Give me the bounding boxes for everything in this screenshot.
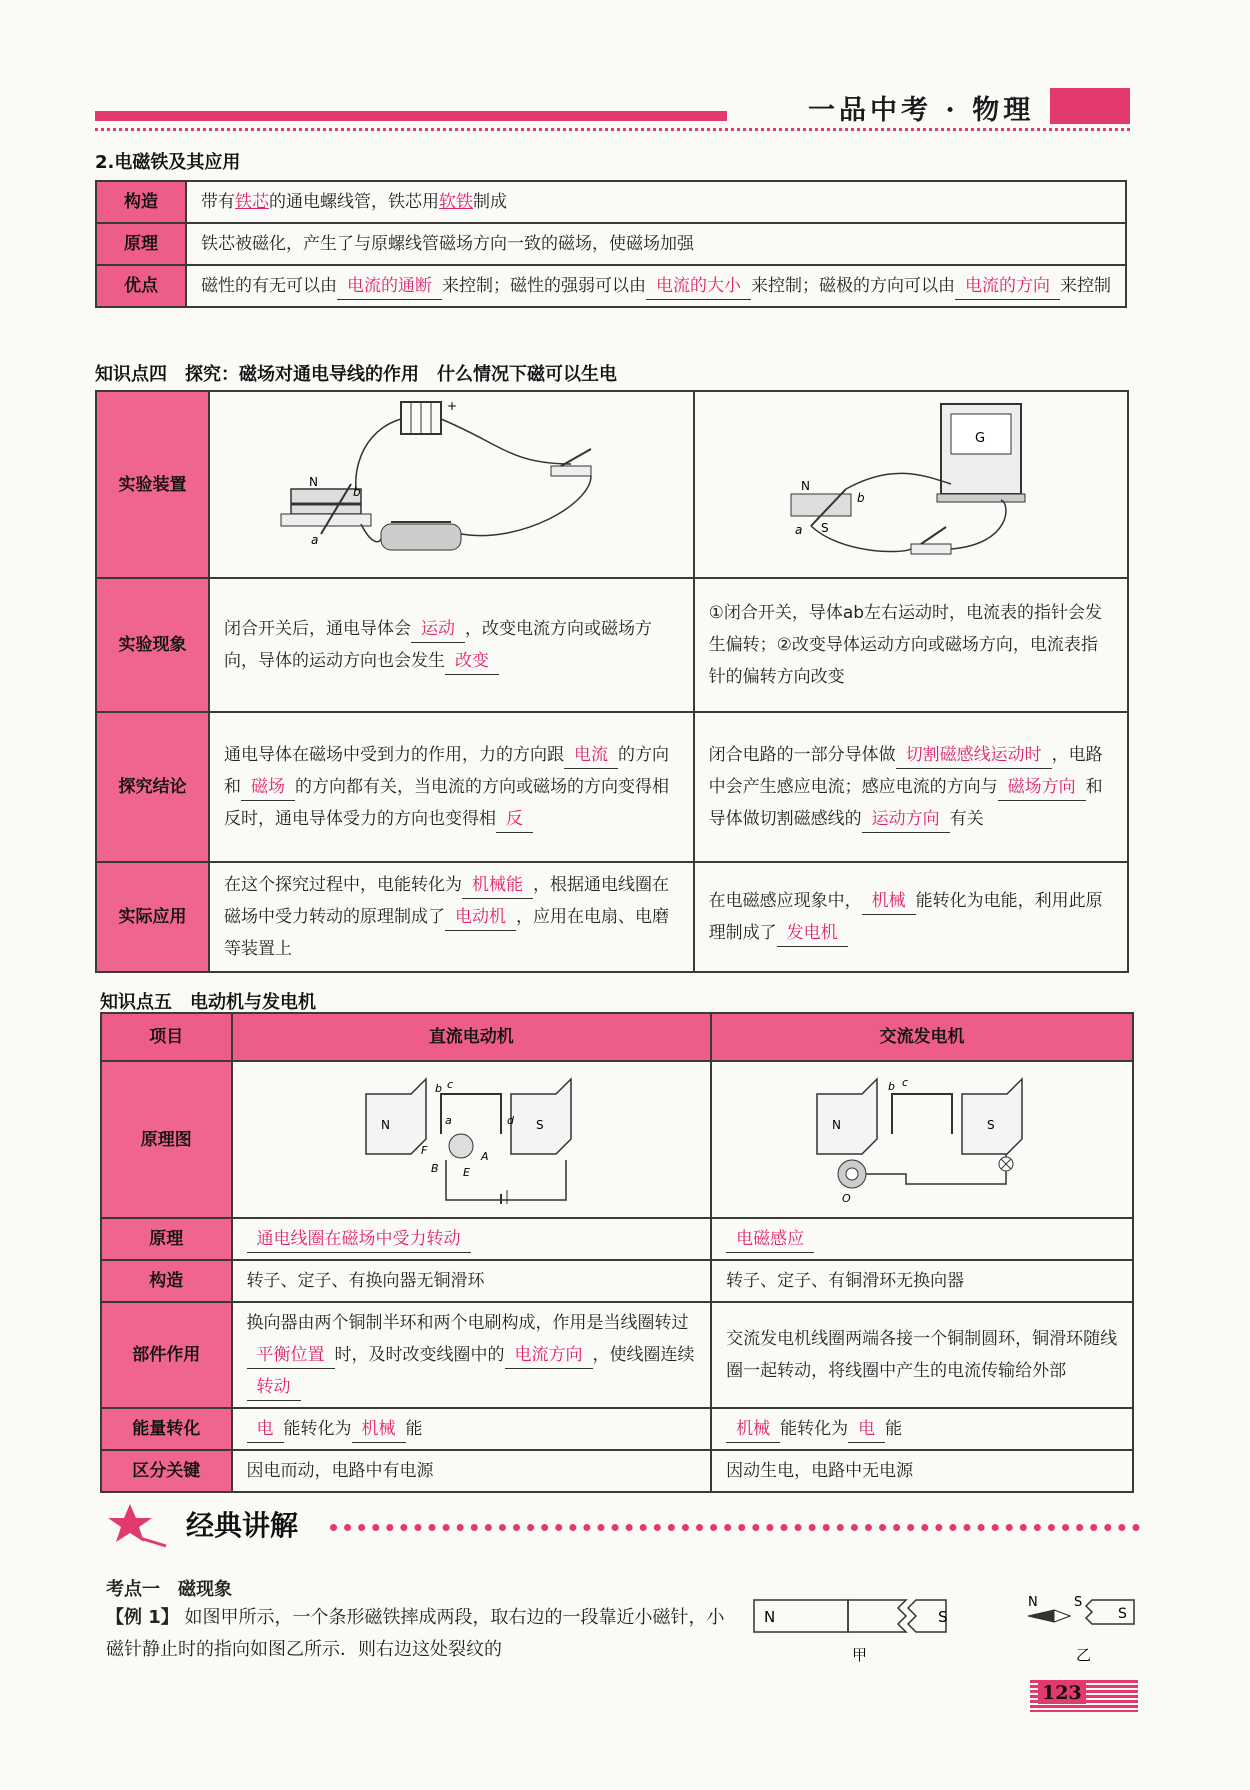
cell-left xyxy=(209,862,694,972)
s-label: S xyxy=(938,1608,948,1626)
cell-left xyxy=(209,712,694,862)
answer: 电动机 xyxy=(445,904,516,931)
answer: 铁芯 xyxy=(235,192,269,212)
header-bar xyxy=(95,111,727,121)
text: ，电路中会产生感应电流；感应电流的方向与 xyxy=(708,745,1103,797)
n-label: N xyxy=(764,1608,776,1626)
answer: 机械 xyxy=(862,888,916,915)
cell-generator xyxy=(711,1218,1133,1260)
table-row xyxy=(96,391,1128,578)
classic-banner xyxy=(100,1502,1140,1548)
table-row xyxy=(101,1450,1133,1492)
answer: 切割磁感线运动时 xyxy=(896,742,1052,769)
table-row xyxy=(101,1302,1133,1408)
answer: 电流的方向 xyxy=(955,273,1060,300)
answer: 平衡位置 xyxy=(247,1342,335,1369)
row-label: 优点 xyxy=(96,265,186,307)
e-label: E xyxy=(463,1166,471,1179)
d-label: d xyxy=(507,1114,515,1127)
header-item: 项目 xyxy=(101,1013,232,1061)
dc-motor-diagram xyxy=(361,1064,581,1204)
cell-right xyxy=(694,712,1128,862)
brush-a-label: A xyxy=(481,1150,489,1163)
header-generator: 交流发电机 xyxy=(711,1013,1133,1061)
answer: 机械能 xyxy=(462,872,533,899)
induction-apparatus xyxy=(751,394,1071,564)
answer: 通电线圈在磁场中受力转动 xyxy=(247,1226,471,1253)
text: 能转化为 xyxy=(780,1419,849,1439)
cell-motor: 因电而动，电路中有电源 xyxy=(232,1450,712,1492)
b-label: b xyxy=(856,491,865,505)
b-label: b xyxy=(353,485,361,499)
needle-s-label: S xyxy=(1074,1595,1083,1610)
cell-generator: 因动生电，电路中无电源 xyxy=(711,1450,1133,1492)
cell-generator: 转子、定子、有铜滑环无换向器 xyxy=(711,1260,1133,1302)
text: ，改变电流方向或磁场方向，导体的运动方向也会发生 xyxy=(224,619,653,671)
answer: 电流 xyxy=(564,742,618,769)
a-label: a xyxy=(311,533,319,547)
text: 闭合电路的一部分导体做 xyxy=(708,745,896,765)
row-label: 部件作用 xyxy=(101,1302,232,1408)
answer: 发电机 xyxy=(777,920,848,947)
answer: 电流方向 xyxy=(505,1342,593,1369)
answer: 软铁 xyxy=(439,192,473,212)
table-row xyxy=(101,1260,1133,1302)
row-label: 实际应用 xyxy=(96,862,209,972)
cell-motor xyxy=(232,1302,712,1408)
b-label: b xyxy=(888,1080,896,1093)
example-label: 【例 1】 xyxy=(106,1607,179,1628)
figure-induction xyxy=(694,391,1128,578)
b-label: b xyxy=(435,1082,443,1095)
cell-generator xyxy=(711,1408,1133,1450)
classic-title: 经典讲解 xyxy=(186,1509,299,1542)
answer: 电 xyxy=(247,1416,284,1443)
text: 能转化为 xyxy=(283,1419,352,1439)
section-electromagnet-title: 2.电磁铁及其应用 xyxy=(95,152,241,173)
text: ，使线圈连续 xyxy=(592,1345,695,1365)
s-label: S xyxy=(987,1118,995,1132)
text: 在电磁感应现象中， xyxy=(708,891,862,911)
ac-generator-diagram xyxy=(812,1064,1032,1204)
row-label: 实验装置 xyxy=(96,391,209,578)
row-label: 构造 xyxy=(96,181,186,223)
text: 能 xyxy=(405,1419,423,1439)
a-label: a xyxy=(445,1114,453,1127)
text: 的方向都有关，当电流的方向或磁场的方向变得相反时，通电导体受力的方向也变得相 xyxy=(224,777,670,829)
text: 和导体做切割磁感线的 xyxy=(708,777,1103,829)
s-label: S xyxy=(1118,1606,1127,1622)
n-label: N xyxy=(1028,1595,1038,1610)
text: 的通电螺线管，铁芯用 xyxy=(269,192,439,212)
section-kp5-title: 知识点五 电动机与发电机 xyxy=(100,992,316,1013)
table-row xyxy=(101,1061,1133,1218)
answer: 电 xyxy=(848,1416,885,1443)
table-header-row xyxy=(101,1013,1133,1061)
example-text: 如图甲所示，一个条形磁铁摔成两段，取右边的一段靠近小磁针，小磁针静止时的指向如图乙所示．则右边这处裂纹的 xyxy=(106,1607,725,1660)
cell-motor: 转子、定子、有换向器无铜滑环 xyxy=(232,1260,712,1302)
row-label: 原理图 xyxy=(101,1061,232,1218)
text: 能 xyxy=(885,1419,903,1439)
s-label: S xyxy=(536,1118,544,1132)
text: 制成 xyxy=(473,192,507,212)
cell-right xyxy=(694,862,1128,972)
page-number: 123 xyxy=(1038,1682,1086,1704)
row-label: 能量转化 xyxy=(101,1408,232,1450)
row-label: 探究结论 xyxy=(96,712,209,862)
answer: 运动方向 xyxy=(862,806,950,833)
answer: 磁场 xyxy=(241,774,295,801)
kp5-table xyxy=(100,1012,1134,1493)
n-label: N xyxy=(832,1118,842,1132)
row-label: 实验现象 xyxy=(96,578,209,712)
n-label: N xyxy=(800,479,810,493)
text: 在这个探究过程中，电能转化为 xyxy=(224,875,463,895)
motor-effect-apparatus xyxy=(261,394,641,564)
c-label: c xyxy=(447,1078,454,1091)
table-row xyxy=(96,181,1126,223)
header-divider xyxy=(95,128,1130,131)
cell-motor xyxy=(232,1408,712,1450)
row-label: 区分关键 xyxy=(101,1450,232,1492)
answer: 转动 xyxy=(247,1374,301,1401)
answer: 电流的大小 xyxy=(646,273,751,300)
table-row xyxy=(96,862,1128,972)
answer: 电磁感应 xyxy=(726,1226,814,1253)
text: 来控制；磁极的方向可以由 xyxy=(751,276,955,296)
exam-point-title: 考点一 磁现象 xyxy=(106,1579,232,1600)
kp4-table xyxy=(95,390,1129,973)
caption-jia: 甲 xyxy=(852,1646,868,1664)
text: 换向器由两个铜制半环和两个电刷构成，作用是当线圈转过 xyxy=(246,1313,689,1333)
banner-dots xyxy=(330,1524,1140,1531)
g-label: G xyxy=(974,431,985,446)
table-row xyxy=(101,1408,1133,1450)
n-label: N xyxy=(309,475,319,489)
header-accent-box xyxy=(1050,88,1130,124)
electromagnet-table xyxy=(95,180,1127,308)
answer: 改变 xyxy=(445,648,499,675)
answer: 磁场方向 xyxy=(998,774,1086,801)
figure-jia xyxy=(752,1594,962,1668)
text: ，应用在电扇、电磨等装置上 xyxy=(224,907,670,959)
answer: 机械 xyxy=(352,1416,406,1443)
table-row xyxy=(101,1218,1133,1260)
figure-yi xyxy=(1024,1590,1144,1668)
page-number-badge xyxy=(1030,1680,1138,1712)
star-pen-icon xyxy=(100,1502,170,1548)
brush-b-label: B xyxy=(431,1162,439,1175)
row-label: 原理 xyxy=(96,223,186,265)
cell-motor xyxy=(232,1218,712,1260)
n-label: N xyxy=(381,1118,391,1132)
text: 有关 xyxy=(949,809,984,829)
text: 来控制 xyxy=(1060,276,1111,296)
o-label: O xyxy=(842,1192,851,1204)
table-row xyxy=(96,223,1126,265)
book-title: 一品中考 · 物理 xyxy=(808,95,1035,126)
caption-yi: 乙 xyxy=(1076,1646,1092,1664)
cell-generator: 交流发电机线圈两端各接一个铜制圆环，铜滑环随线圈一起转动，将线圈中产生的电流传输给外部 xyxy=(711,1302,1133,1408)
row-content: 铁芯被磁化，产生了与原螺线管磁场方向一致的磁场，使磁场加强 xyxy=(186,223,1126,265)
row-content xyxy=(186,181,1126,223)
text: 的方向和 xyxy=(224,745,670,797)
text: 时，及时改变线圈中的 xyxy=(334,1345,505,1365)
figure-dc-motor xyxy=(232,1061,712,1218)
cell-left xyxy=(209,578,694,712)
text: ，根据通电线圈在磁场中受力转动的原理制成了 xyxy=(224,875,670,927)
example-1 xyxy=(106,1602,740,1666)
table-row xyxy=(96,712,1128,862)
figure-motor-effect xyxy=(209,391,694,578)
text: 闭合开关后，通电导体会 xyxy=(224,619,412,639)
cell-right: ①闭合开关，导体ab左右运动时，电流表的指针会发生偏转；②改变导体运动方向或磁场方向，电流表指针的偏转方向改变 xyxy=(694,578,1128,712)
text: 带有 xyxy=(201,192,235,212)
s-label: S xyxy=(820,521,829,535)
plus-label: + xyxy=(447,399,458,413)
a-label: a xyxy=(794,523,803,537)
text: 通电导体在磁场中受到力的作用，力的方向跟 xyxy=(224,745,565,765)
answer: 电流的通断 xyxy=(337,273,442,300)
text: 能转化为电能，利用此原理制成了 xyxy=(708,891,1103,943)
row-label: 原理 xyxy=(101,1218,232,1260)
answer: 反 xyxy=(496,806,533,833)
text: 磁性的有无可以由 xyxy=(201,276,337,296)
answer: 机械 xyxy=(726,1416,780,1443)
section-kp4-title: 知识点四 探究：磁场对通电导线的作用 什么情况下磁可以生电 xyxy=(95,364,617,385)
c-label: c xyxy=(902,1076,909,1089)
header-motor: 直流电动机 xyxy=(232,1013,712,1061)
figure-ac-generator xyxy=(711,1061,1133,1218)
text: 来控制；磁性的强弱可以由 xyxy=(442,276,646,296)
answer: 运动 xyxy=(411,616,465,643)
row-label: 构造 xyxy=(101,1260,232,1302)
table-row xyxy=(96,265,1126,307)
row-content xyxy=(186,265,1126,307)
table-row xyxy=(96,578,1128,712)
f-label: F xyxy=(421,1144,428,1157)
